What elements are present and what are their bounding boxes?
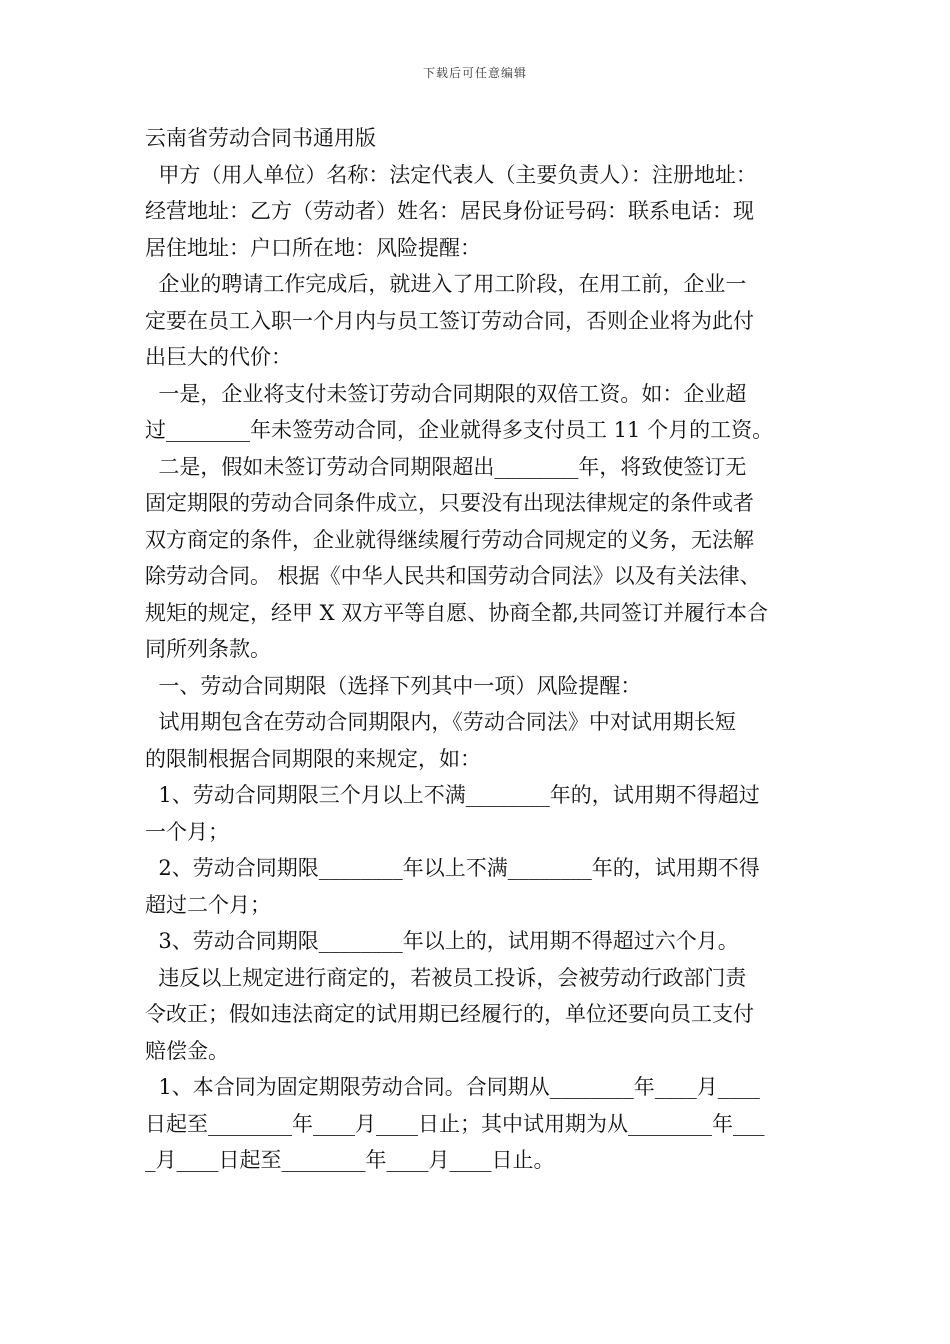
text-line: 1、本合同为固定期限劳动合同。合同期从________年____月____ — [145, 1075, 760, 1099]
text-line: 超过二个月； — [145, 892, 271, 917]
text-line: 赔偿金。 — [145, 1038, 229, 1063]
text-line: 企业的聘请工作完成后，就进入了用工阶段，在用工前，企业一 — [145, 272, 747, 296]
text-line: 一个月； — [145, 819, 229, 844]
section-heading: 一、劳动合同期限（选择下列其中一项）风险提醒： — [145, 673, 642, 698]
text-line: 的限制根据合同期限的来规定，如： — [145, 746, 481, 771]
text-line: 违反以上规定进行商定的，若被员工投诉，会被劳动行政部门责 — [145, 965, 747, 990]
text-line: 日起至________年____月____日止；其中试用期为从________年___ — [145, 1111, 765, 1136]
text-line: 经营地址：乙方（劳动者）姓名：居民身份证号码：联系电话：现 — [145, 199, 754, 223]
text-line: 令改正；假如违法商定的试用期已经履行的，单位还要向员工支付 — [145, 1002, 754, 1026]
text-line: 2、劳动合同期限________年以上不满________年的，试用期不得 — [145, 856, 760, 880]
text-line: 除劳动合同。 根据《中华人民共和国劳动合同法》以及有关法律、 — [145, 564, 761, 588]
text-line: 过________年未签劳动合同，企业就得多支付员工 11 个月的工资。 — [145, 418, 774, 442]
text-line: 规矩的规定，经甲 X 双方平等自愿、协商全都,共同签订并履行本合 — [145, 600, 768, 625]
text-line: 3、劳动合同期限________年以上的，试用期不得超过六个月。 — [145, 929, 739, 953]
text-line: 二是，假如未签订劳动合同期限超出________年，将致使签订无 — [145, 454, 747, 479]
text-line: 双方商定的条件，企业就得继续履行劳动合同规定的义务，无法解 — [145, 527, 754, 552]
text-line: 1、劳动合同期限三个月以上不满________年的，试用期不得超过 — [145, 783, 760, 807]
text-line: 甲方（用人单位）名称：法定代表人（主要负责人）：注册地址： — [145, 162, 757, 187]
text-line: 同所列条款。 — [145, 637, 271, 661]
document-title: 云南省劳动合同书通用版 — [145, 126, 376, 150]
text-line: _月____日起至________年____月____日止。 — [145, 1148, 555, 1172]
text-line: 试用期包含在劳动合同期限内，《劳动合同法》中对试用期长短 — [145, 710, 736, 734]
text-line: 出巨大的代价： — [145, 345, 292, 369]
download-note: 下载后可任意编辑 — [422, 66, 527, 80]
document-body — [145, 120, 810, 1179]
text-line: 居住地址：户口所在地：风险提醒： — [145, 235, 481, 260]
text-line: 一是，企业将支付未签订劳动合同期限的双倍工资。如：企业超 — [145, 381, 747, 406]
text-line: 固定期限的劳动合同条件成立，只要没有出现法律规定的条件或者 — [145, 491, 754, 515]
text-line: 定要在员工入职一个月内与员工签订劳动合同，否则企业将为此付 — [145, 308, 754, 333]
